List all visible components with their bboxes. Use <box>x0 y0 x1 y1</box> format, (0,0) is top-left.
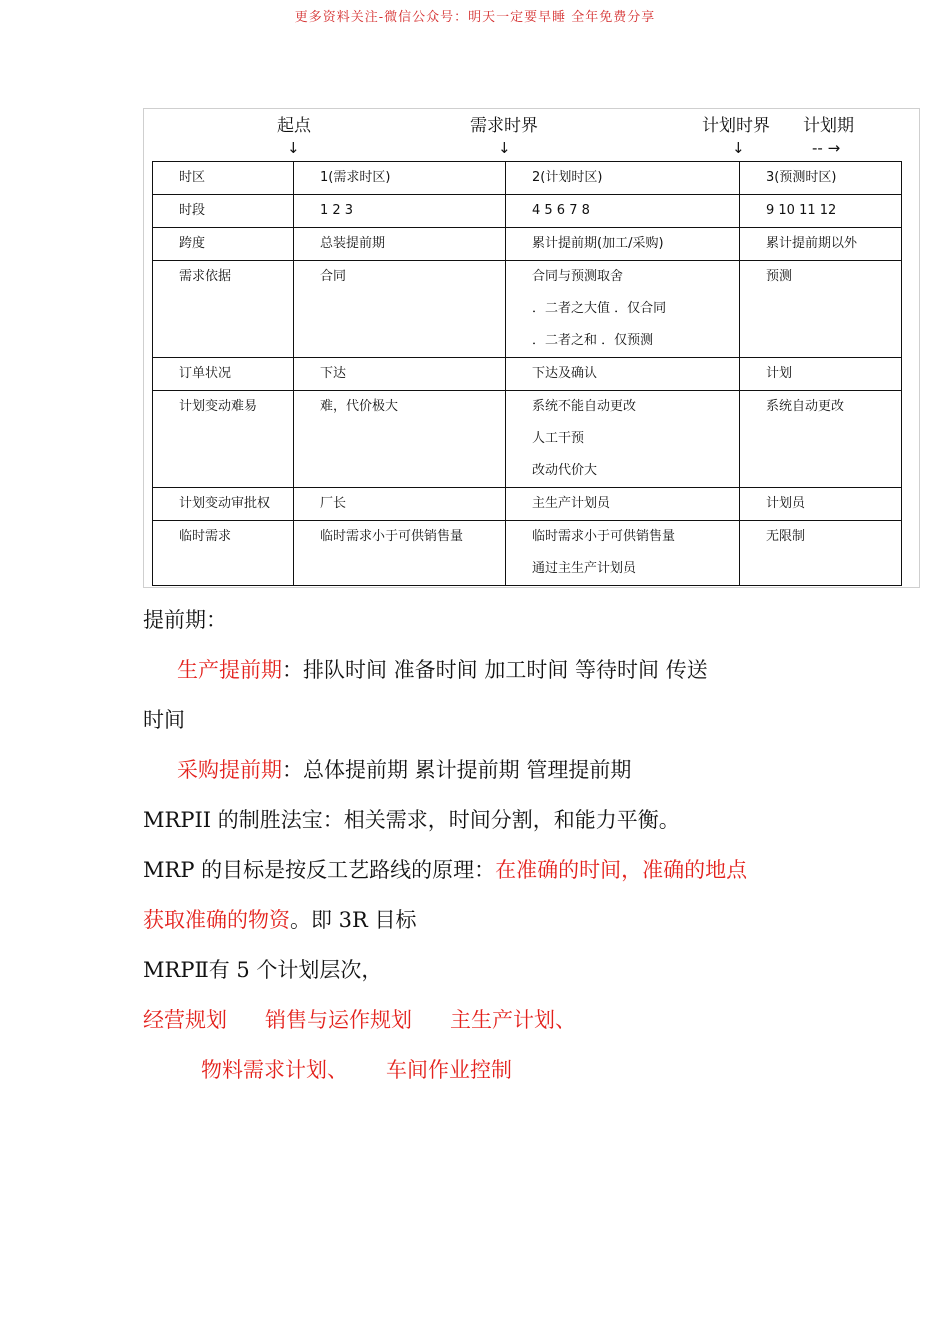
marker-planning-horizon: 计划期 <box>803 116 854 136</box>
time-fence-figure <box>143 108 920 588</box>
table-row <box>153 261 902 358</box>
table-cell-c1 <box>294 391 506 488</box>
row-label-cell <box>153 228 294 261</box>
cell-line: ．二者之和 ．仅预测 <box>532 333 654 348</box>
mrpii-text: MRPII 的制胜法宝：相关需求，时间分割，和能力平衡。 <box>143 808 680 832</box>
cell-line: 9 10 11 12 <box>766 203 837 218</box>
row-label-cell <box>153 488 294 521</box>
cell-line: 临时需求小于可供销售量 <box>532 529 676 544</box>
cell-line: 预测 <box>766 269 793 284</box>
production-lead-time-text-2: 时间 <box>143 708 185 732</box>
table-row <box>153 195 902 228</box>
row-label: 订单状况 <box>179 366 232 381</box>
time-fence-table <box>152 161 902 586</box>
cell-line: 2(计划时区) <box>532 170 603 185</box>
cell-line: 累计提前期(加工/采购) <box>532 236 664 251</box>
row-label: 计划变动难易 <box>179 399 258 414</box>
cell-line: 改动代价大 <box>532 463 598 478</box>
row-label: 时区 <box>179 170 206 185</box>
table-cell-c1 <box>294 488 506 521</box>
cell-line: 3(预测时区) <box>766 170 837 185</box>
cell-line: 下达 <box>320 366 347 381</box>
cell-line: 临时需求小于可供销售量 <box>320 529 464 544</box>
marker-planning-fence: 计划时界 <box>702 116 770 136</box>
table-cell-c3 <box>740 261 902 358</box>
purchase-lead-time-line <box>177 754 631 784</box>
table-cell-c2 <box>506 488 740 521</box>
cell-line: 主生产计划员 <box>532 496 611 511</box>
table-cell-c2 <box>506 391 740 488</box>
mrp-goal-line-2 <box>143 904 417 934</box>
cell-line: 4 5 6 7 8 <box>532 203 590 218</box>
production-lead-time-label: 生产提前期 <box>177 658 282 682</box>
table-cell-c3 <box>740 521 902 586</box>
mrp-goal-line-1 <box>143 854 747 884</box>
table-cell-c2 <box>506 195 740 228</box>
table-cell-c3 <box>740 358 902 391</box>
cell-line: ．二者之大值 ．仅合同 <box>532 301 667 316</box>
cell-line: 系统不能自动更改 <box>532 399 637 414</box>
row-label-cell <box>153 521 294 586</box>
table-cell-c1 <box>294 358 506 391</box>
row-label-cell <box>153 261 294 358</box>
table-cell-c2 <box>506 358 740 391</box>
mrp-goal-red-2: 获取准确的物资 <box>143 908 290 932</box>
planning-levels-line-2 <box>201 1054 512 1084</box>
row-label: 跨度 <box>179 236 206 251</box>
table-row <box>153 521 902 586</box>
table-cell-c1 <box>294 162 506 195</box>
table-row <box>153 358 902 391</box>
cell-line: 通过主生产计划员 <box>532 561 637 576</box>
level-master-production-schedule: 主生产计划、 <box>450 1008 576 1032</box>
table-cell-c3 <box>740 391 902 488</box>
row-label: 临时需求 <box>179 529 232 544</box>
marker-start: 起点 <box>277 116 311 136</box>
row-label: 计划变动审批权 <box>179 496 271 511</box>
level-material-requirements-planning: 物料需求计划、 <box>201 1058 348 1082</box>
table-cell-c1 <box>294 195 506 228</box>
cell-line: 累计提前期以外 <box>766 236 858 251</box>
row-label: 需求依据 <box>179 269 232 284</box>
purchase-lead-time-text: ：总体提前期 累计提前期 管理提前期 <box>282 758 632 782</box>
row-label-cell <box>153 358 294 391</box>
table-row <box>153 228 902 261</box>
cell-line: 系统自动更改 <box>766 399 845 414</box>
cell-line: 总装提前期 <box>320 236 386 251</box>
cell-line: 计划 <box>766 366 793 381</box>
level-sales-operations-planning: 销售与运作规划 <box>265 1008 412 1032</box>
table-cell-c3 <box>740 228 902 261</box>
table-cell-c3 <box>740 195 902 228</box>
arrow-down-icon: ↓ <box>287 139 300 157</box>
table-cell-c2 <box>506 162 740 195</box>
lead-time-heading: 提前期： <box>143 608 227 632</box>
cell-line: 无限制 <box>766 529 806 544</box>
table-cell-c3 <box>740 162 902 195</box>
table-cell-c2 <box>506 228 740 261</box>
table-cell-c2 <box>506 261 740 358</box>
arrow-down-icon: ↓ <box>498 139 511 157</box>
table-cell-c1 <box>294 228 506 261</box>
row-label-cell <box>153 391 294 488</box>
cell-line: 人工干预 <box>532 431 585 446</box>
planning-levels-text: MRPⅡ有 5 个计划层次， <box>143 958 383 982</box>
table-cell-c1 <box>294 521 506 586</box>
cell-line: 计划员 <box>766 496 806 511</box>
cell-line: 厂长 <box>320 496 347 511</box>
cell-line: 1(需求时区) <box>320 170 391 185</box>
mrp-goal-red-1: 在准确的时间，准确的地点 <box>495 858 748 882</box>
table-row <box>153 391 902 488</box>
table-cell-c3 <box>740 488 902 521</box>
row-label-cell <box>153 195 294 228</box>
arrow-down-icon: ↓ <box>732 139 745 157</box>
level-shop-floor-control: 车间作业控制 <box>386 1058 512 1082</box>
table-cell-c1 <box>294 261 506 358</box>
arrow-right-icon: -- → <box>812 139 841 157</box>
mrp-goal-text-2: 。即 3R 目标 <box>290 908 417 932</box>
marker-demand-fence: 需求时界 <box>470 116 538 136</box>
table-row <box>153 488 902 521</box>
production-lead-time-line <box>177 654 708 684</box>
page-header: 更多资料关注-微信公众号：明天一定要早睡 全年免费分享 <box>294 10 656 25</box>
cell-line: 难，代价极大 <box>320 399 399 414</box>
cell-line: 合同 <box>320 269 347 284</box>
cell-line: 下达及确认 <box>532 366 598 381</box>
production-lead-time-text: ：排队时间 准备时间 加工时间 等待时间 传送 <box>282 658 708 682</box>
row-label: 时段 <box>179 203 206 218</box>
cell-line: 合同与预测取舍 <box>532 269 624 284</box>
level-business-planning: 经营规划 <box>143 1008 227 1032</box>
table-cell-c2 <box>506 521 740 586</box>
cell-line: 1 2 3 <box>320 203 354 218</box>
purchase-lead-time-label: 采购提前期 <box>177 758 282 782</box>
table-row <box>153 162 902 195</box>
planning-levels-line-1 <box>143 1004 576 1034</box>
row-label-cell <box>153 162 294 195</box>
mrp-goal-text: MRP 的目标是按反工艺路线的原理： <box>143 858 496 882</box>
